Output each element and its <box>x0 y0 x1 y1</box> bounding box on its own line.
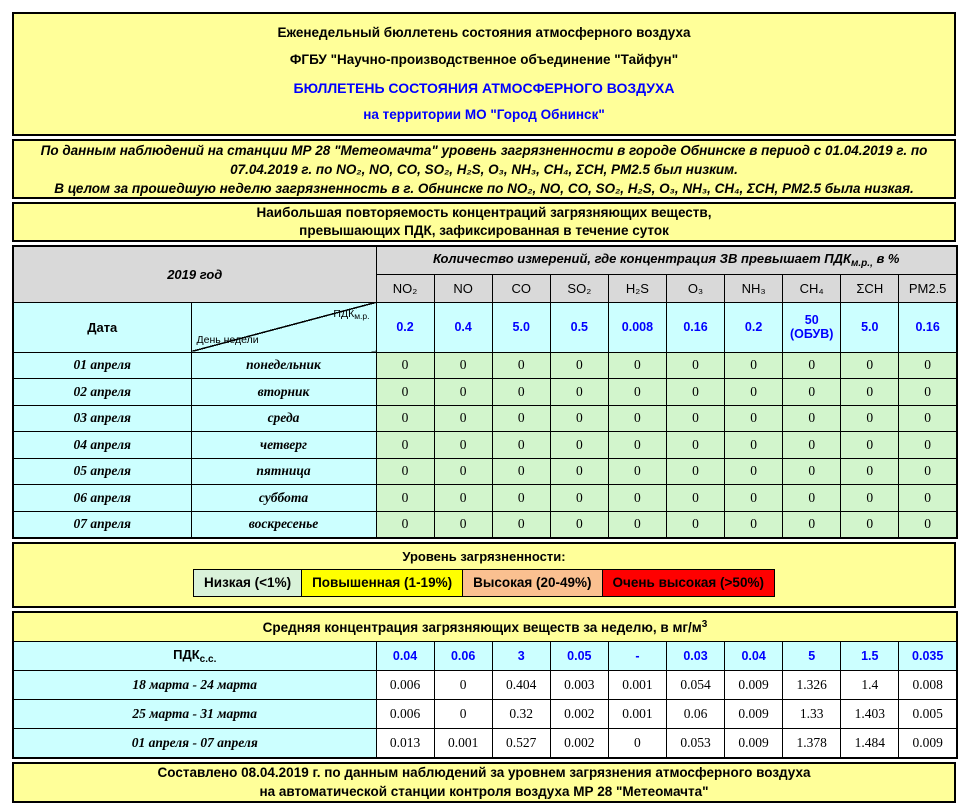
exceedance-value-cell: 0 <box>783 458 841 485</box>
pdk-mr-value-cell: 0.2 <box>376 302 434 352</box>
exceedance-value-cell: 0 <box>666 511 724 538</box>
exceedance-value-cell: 0 <box>783 352 841 379</box>
average-concentration-cell: 0 <box>434 671 492 700</box>
average-concentration-cell: 0.053 <box>666 729 724 758</box>
daily-measurement-row <box>13 432 957 459</box>
footer-line-1: Составлено 08.04.2019 г. по данным наблюдений за уровнем загрязнения атмосферного воздуха <box>157 765 811 780</box>
exceedance-value-cell: 0 <box>899 458 957 485</box>
measure-title-text: Количество измерений, где концентрация ЗВ превышает ПДК <box>432 251 851 267</box>
exceedance-value-cell: 0 <box>434 458 492 485</box>
exceedance-value-cell: 0 <box>666 352 724 379</box>
exceedance-value-cell: 0 <box>376 458 434 485</box>
diag-pdk-label: ПДКм.р. <box>333 307 370 321</box>
exceedance-value-cell: 0 <box>725 379 783 406</box>
territory-line: на территории МО "Город Обнинск" <box>363 106 605 122</box>
exceedance-value-cell: 0 <box>899 432 957 459</box>
bulletin-title: БЮЛЛЕТЕНЬ СОСТОЯНИЯ АТМОСФЕРНОГО ВОЗДУХА <box>293 79 675 96</box>
exceedance-value-cell: 0 <box>550 432 608 459</box>
date-cell: 04 апреля <box>13 432 191 459</box>
pollutant-column-header: O₃ <box>666 274 724 302</box>
average-concentration-cell: 0.009 <box>899 729 957 758</box>
exceedance-value-cell: 0 <box>608 405 666 432</box>
summary-sentence-1: По данным наблюдений на станции МР 28 "Метеомачта" уровень загрязненности в городе Обнинске в период с 01.04.2019 г. по 07.04.2019 г. по NO₂, NO, CO, SO₂, H₂S, O₃, NH₃, CH₄, ΣCH, PM2.5 был низким. <box>40 142 928 177</box>
average-concentration-cell: 0.009 <box>725 729 783 758</box>
pdk-mr-value-cell: 0.16 <box>666 302 724 352</box>
pdk-ss-value-cell: 0.06 <box>434 642 492 671</box>
pdk-mr-value-cell: 0.2 <box>725 302 783 352</box>
date-cell: 07 апреля <box>13 511 191 538</box>
exceedance-value-cell: 0 <box>492 485 550 512</box>
exceedance-value-cell: 0 <box>434 405 492 432</box>
exceedance-value-cell: 0 <box>376 511 434 538</box>
exceedance-value-cell: 0 <box>841 405 899 432</box>
weekly-title-sup: 3 <box>701 618 708 630</box>
exceedance-value-cell: 0 <box>725 405 783 432</box>
average-concentration-cell: 0.001 <box>608 700 666 729</box>
exceedance-value-cell: 0 <box>608 352 666 379</box>
exceedance-value-cell: 0 <box>725 352 783 379</box>
average-concentration-cell: 0.527 <box>492 729 550 758</box>
average-concentration-cell: 1.326 <box>783 671 841 700</box>
exceedance-value-cell: 0 <box>608 511 666 538</box>
average-concentration-cell: 0 <box>608 729 666 758</box>
exceedance-value-cell: 0 <box>376 485 434 512</box>
summary-sentence-2: В целом за прошедшую неделю загрязненность в г. Обнинске по NO₂, NO, CO, SO₂, H₂S, O₃, NH₃, CH₄, ΣCH, PM2.5 была низкая. <box>54 180 914 196</box>
bulletin-header <box>12 12 956 136</box>
average-concentration-cell: 0.32 <box>492 700 550 729</box>
daily-measurement-row <box>13 379 957 406</box>
exceedance-value-cell: 0 <box>666 432 724 459</box>
exceedance-value-cell: 0 <box>434 432 492 459</box>
date-column-header: Дата <box>13 302 191 352</box>
date-cell: 03 апреля <box>13 405 191 432</box>
pdk-mr-row <box>13 302 957 352</box>
average-concentration-cell: 1.403 <box>841 700 899 729</box>
exceedance-value-cell: 0 <box>841 458 899 485</box>
average-concentration-cell: 1.378 <box>783 729 841 758</box>
average-concentration-cell: 1.484 <box>841 729 899 758</box>
summary-paragraph <box>12 139 956 199</box>
bulletin-footer <box>12 762 956 803</box>
section-title-line-1: Наибольшая повторяемость концентраций загрязняющих веществ, <box>256 205 712 220</box>
average-concentration-cell: 0.006 <box>376 671 434 700</box>
weekday-cell: воскресенье <box>191 511 376 538</box>
pdk-mr-value-cell: 5.0 <box>492 302 550 352</box>
daily-measurement-row <box>13 458 957 485</box>
average-concentration-cell: 1.33 <box>783 700 841 729</box>
table-header-row-top <box>13 246 957 274</box>
pollutant-column-header: SO₂ <box>550 274 608 302</box>
exceedance-value-cell: 0 <box>783 432 841 459</box>
exceedance-value-cell: 0 <box>841 432 899 459</box>
weekly-average-row <box>13 700 957 729</box>
pdk-ss-value-cell: 3 <box>492 642 550 671</box>
date-cell: 05 апреля <box>13 458 191 485</box>
pdk-mr-value-cell: 5.0 <box>841 302 899 352</box>
pollutant-column-header: NO <box>434 274 492 302</box>
exceedance-value-cell: 0 <box>550 511 608 538</box>
average-concentration-cell: 0.06 <box>666 700 724 729</box>
average-concentration-cell: 0.008 <box>899 671 957 700</box>
pdk-ss-value-cell: 5 <box>783 642 841 671</box>
exceedance-value-cell: 0 <box>492 432 550 459</box>
pollutant-column-header: ΣCH <box>841 274 899 302</box>
week-range-cell: 01 апреля - 07 апреля <box>13 729 376 758</box>
exceedance-value-cell: 0 <box>783 405 841 432</box>
pdk-mr-value-cell: 0.5 <box>550 302 608 352</box>
pdk-ss-value-cell: 0.05 <box>550 642 608 671</box>
average-concentration-cell: 0 <box>434 700 492 729</box>
average-concentration-cell: 0.404 <box>492 671 550 700</box>
pollution-level-legend <box>12 542 956 608</box>
pdk-ss-value-cell: 1.5 <box>841 642 899 671</box>
diagonal-header-cell <box>191 302 376 352</box>
weekly-average-row <box>13 671 957 700</box>
pdk-ss-row <box>13 642 957 671</box>
weekday-cell: четверг <box>191 432 376 459</box>
weekly-title-text: Средняя концентрация загрязняющих веществ за неделю, в мг/м <box>262 619 702 635</box>
date-cell: 02 апреля <box>13 379 191 406</box>
exceedance-value-cell: 0 <box>376 379 434 406</box>
weekly-table-body <box>13 671 957 758</box>
exceedance-value-cell: 0 <box>434 352 492 379</box>
legend-item: Повышенная (1-19%) <box>301 569 463 597</box>
pollutant-column-header: H₂S <box>608 274 666 302</box>
exceedance-value-cell: 0 <box>550 485 608 512</box>
exceedance-value-cell: 0 <box>608 458 666 485</box>
footer-line-2: на автоматической станции контроля воздуха МР 28 "Метеомачта" <box>259 784 709 799</box>
exceedance-value-cell: 0 <box>550 352 608 379</box>
pdk-ss-value-cell: - <box>608 642 666 671</box>
exceedance-value-cell: 0 <box>376 432 434 459</box>
average-concentration-cell: 0.009 <box>725 671 783 700</box>
pdk-mr-value-cell: 50 (ОБУВ) <box>783 302 841 352</box>
section-title-line-2: превышающих ПДК, зафиксированная в течение суток <box>299 223 669 238</box>
exceedance-value-cell: 0 <box>725 511 783 538</box>
daily-measurement-row <box>13 511 957 538</box>
pdk-mr-value-cell: 0.16 <box>899 302 957 352</box>
average-concentration-cell: 0.005 <box>899 700 957 729</box>
weekday-cell: пятница <box>191 458 376 485</box>
exceedance-value-cell: 0 <box>434 511 492 538</box>
exceedance-value-cell: 0 <box>434 379 492 406</box>
exceedance-value-cell: 0 <box>550 458 608 485</box>
exceedance-value-cell: 0 <box>608 485 666 512</box>
date-cell: 01 апреля <box>13 352 191 379</box>
exceedance-value-cell: 0 <box>899 379 957 406</box>
exceedance-value-cell: 0 <box>783 485 841 512</box>
weekly-average-row <box>13 729 957 758</box>
legend-item: Высокая (20-49%) <box>462 569 602 597</box>
exceedance-value-cell: 0 <box>725 458 783 485</box>
exceedance-value-cell: 0 <box>492 511 550 538</box>
pollutant-column-header: NO₂ <box>376 274 434 302</box>
pdk-ss-value-cell: 0.035 <box>899 642 957 671</box>
average-concentration-cell: 0.009 <box>725 700 783 729</box>
weekday-cell: суббота <box>191 485 376 512</box>
average-concentration-cell: 0.003 <box>550 671 608 700</box>
exceedance-value-cell: 0 <box>899 405 957 432</box>
exceedance-value-cell: 0 <box>725 485 783 512</box>
exceedance-value-cell: 0 <box>666 485 724 512</box>
weekday-cell: понедельник <box>191 352 376 379</box>
average-concentration-cell: 0.054 <box>666 671 724 700</box>
exceedance-value-cell: 0 <box>666 405 724 432</box>
exceedance-value-cell: 0 <box>492 458 550 485</box>
organization-name: ФГБУ "Научно-производственное объединение "Тайфун" <box>289 52 679 68</box>
exceedance-table-body <box>13 352 957 538</box>
average-concentration-cell: 0.002 <box>550 729 608 758</box>
weekday-cell: среда <box>191 405 376 432</box>
exceedance-section-title <box>12 202 956 242</box>
exceedance-value-cell: 0 <box>899 485 957 512</box>
exceedance-value-cell: 0 <box>492 405 550 432</box>
exceedance-value-cell: 0 <box>666 379 724 406</box>
exceedance-value-cell: 0 <box>492 379 550 406</box>
week-range-cell: 18 марта - 24 марта <box>13 671 376 700</box>
exceedance-value-cell: 0 <box>434 485 492 512</box>
pdk-ss-value-cell: 0.03 <box>666 642 724 671</box>
exceedance-value-cell: 0 <box>550 379 608 406</box>
exceedance-value-cell: 0 <box>492 352 550 379</box>
pollutant-column-header: PM2.5 <box>899 274 957 302</box>
exceedance-value-cell: 0 <box>725 432 783 459</box>
pdk-ss-value-cell: 0.04 <box>725 642 783 671</box>
exceedance-value-cell: 0 <box>899 511 957 538</box>
daily-measurement-row <box>13 405 957 432</box>
measure-title-cell <box>376 246 957 274</box>
diag-weekday-label: День недели <box>196 333 259 346</box>
daily-measurement-row <box>13 352 957 379</box>
average-concentration-cell: 0.002 <box>550 700 608 729</box>
exceedance-value-cell: 0 <box>783 511 841 538</box>
average-concentration-cell: 0.001 <box>434 729 492 758</box>
weekday-cell: вторник <box>191 379 376 406</box>
pollutant-column-header: CH₄ <box>783 274 841 302</box>
exceedance-value-cell: 0 <box>841 352 899 379</box>
measure-title-sub: м.р., <box>851 258 873 270</box>
measure-title-suffix: в % <box>872 251 900 267</box>
legend-strip <box>193 569 775 597</box>
weekly-average-table <box>12 611 958 759</box>
pollutant-column-header: NH₃ <box>725 274 783 302</box>
pdk-mr-value-cell: 0.4 <box>434 302 492 352</box>
year-cell: 2019 год <box>13 246 376 302</box>
bulletin-subtitle: Еженедельный бюллетень состояния атмосферного воздуха <box>277 25 691 41</box>
pdk-ss-label-cell: $ПДК_{с.с.}$ <box>13 642 376 671</box>
exceedance-value-cell: 0 <box>899 352 957 379</box>
exceedance-value-cell: 0 <box>841 511 899 538</box>
legend-title: Уровень загрязненности: <box>402 548 566 564</box>
legend-item: Низкая (<1%) <box>193 569 302 597</box>
average-concentration-cell: 1.4 <box>841 671 899 700</box>
exceedance-value-cell: 0 <box>841 379 899 406</box>
exceedance-value-cell: 0 <box>841 485 899 512</box>
average-concentration-cell: 0.006 <box>376 700 434 729</box>
exceedance-value-cell: 0 <box>608 379 666 406</box>
exceedance-value-cell: 0 <box>376 352 434 379</box>
exceedance-value-cell: 0 <box>550 405 608 432</box>
date-cell: 06 апреля <box>13 485 191 512</box>
exceedance-value-cell: 0 <box>783 379 841 406</box>
week-range-cell: 25 марта - 31 марта <box>13 700 376 729</box>
exceedance-value-cell: 0 <box>608 432 666 459</box>
weekly-title-row <box>13 612 957 642</box>
average-concentration-cell: 0.001 <box>608 671 666 700</box>
pollutant-column-header: CO <box>492 274 550 302</box>
average-concentration-cell: 0.013 <box>376 729 434 758</box>
weekly-title-cell <box>13 612 957 642</box>
pdk-ss-value-cell: 0.04 <box>376 642 434 671</box>
daily-measurement-row <box>13 485 957 512</box>
pdk-mr-value-cell: 0.008 <box>608 302 666 352</box>
exceedance-value-cell: 0 <box>666 458 724 485</box>
legend-item: Очень высокая (>50%) <box>602 569 775 597</box>
exceedance-table <box>12 245 958 539</box>
exceedance-value-cell: 0 <box>376 405 434 432</box>
